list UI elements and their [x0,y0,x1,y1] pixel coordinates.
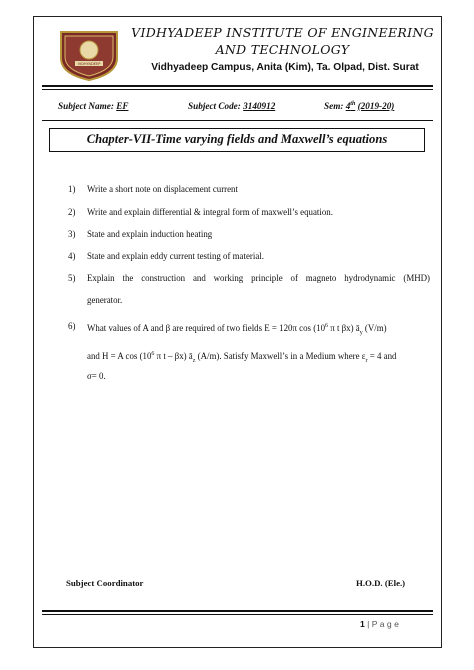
question-6-line3: σ= 0. [87,371,106,381]
institute-logo [53,28,125,82]
logo-text: VIDHYADEEP [77,62,101,66]
hod-signature: H.O.D. (Ele.) [356,578,406,588]
page-number [360,619,430,629]
institute-name-line2: AND TECHNOLOGY [215,42,350,57]
question-text: Write a short note on displacement current [87,184,238,194]
institute-name [130,24,435,58]
semester-suffix: th [350,101,356,107]
subject-code-label: Subject Code: [188,101,241,111]
subject-code-value: 3140912 [243,101,276,111]
semester-number: 4 [345,101,351,112]
header-rule-thin [42,89,433,90]
subject-name-value: EF [116,101,129,111]
question-number: 3) [68,229,76,239]
question-5-continuation: generator. [87,295,123,305]
question-number: 2) [68,207,76,217]
subject-coordinator-signature: Subject Coordinator [66,578,144,588]
footer-rule-thin [42,614,433,615]
subject-name-label: Subject Name: [58,101,114,111]
semester-label: Sem: [324,101,344,112]
institute-address: Vidhyadeep Campus, Anita (Kim), Ta. Olpad, Dist. Surat [151,62,419,73]
subject-meta-row [42,101,433,115]
chapter-title: Chapter-VII-Time varying fields and Maxwell’s equations [49,128,425,152]
semester-year: (2019-20) [357,101,395,112]
question-6-line2: and H = A $\cos (10^6$ π t – βx) $ā_z$ (A/m). Satisfy Maxwell’s in a Medium where $\varepsilon_r = 4$ and [87,350,397,364]
footer-rule-thick [42,610,433,612]
question-text: Write and explain differential & integral form of maxwell’s equation. [87,207,333,217]
page-word: | P a g e [367,619,399,629]
subject-name [58,101,128,111]
question-text: Explain the construction and working principle of magneto hydrodynamic (MHD) [87,273,430,283]
header-rule-thick [42,85,433,87]
question-number: 6) [68,321,76,331]
question-text: What values of A and β are required of two fields E = 120π $\cos (10^6$ π t βx) $ā_y$ (V/m) [87,322,387,336]
page-number-value: 1 [360,619,365,629]
question-number: 1) [68,184,76,194]
question-text: State and explain eddy current testing of material. [87,251,264,261]
institute-name-line1: VIDHYADEEP INSTITUTE OF ENGINEERING [131,25,434,40]
question-text: State and explain induction heating [87,229,213,239]
subject-code [188,101,275,111]
semester [324,101,394,111]
meta-rule [42,120,433,121]
question-number: 5) [68,273,76,283]
question-number: 4) [68,251,76,261]
